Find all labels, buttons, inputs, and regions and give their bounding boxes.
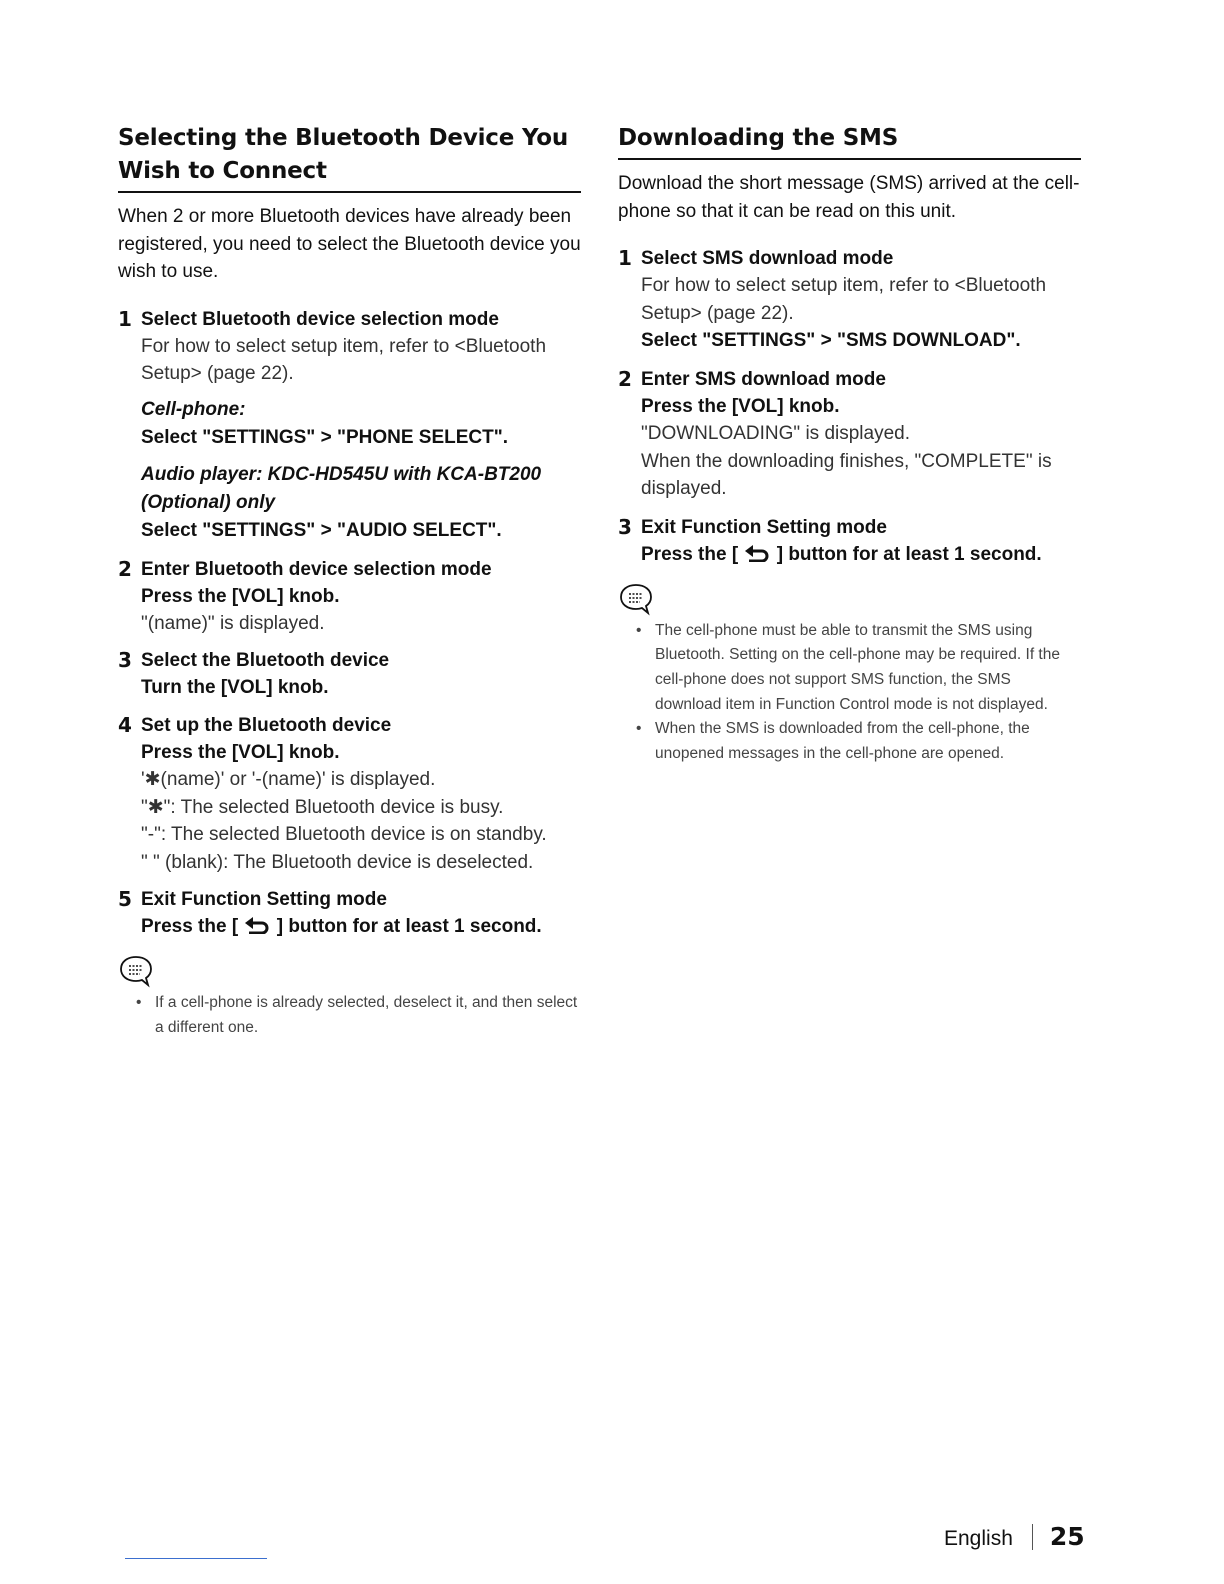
note-item: • If a cell-phone is already selected, deselect it, and then select a different one. [136,991,581,1040]
audio-player-label-line: Audio player: KDC-HD545U with KCA-BT200 [141,463,542,485]
step-4 [118,712,581,876]
step-desc: When the downloading finishes, "COMPLETE" is displayed. [641,450,1052,499]
back-icon [243,916,271,934]
action-text-post: ] button for at least 1 second. [276,916,542,937]
note-item: • The cell-phone must be able to transmit the SMS using Bluetooth. Setting on the cell-phone may be required. If the cell-phone does not support SMS function, the SMS download item in Function Control mode is not displayed. [636,619,1081,718]
page-footer [944,1520,1085,1556]
step-desc-line: "✱": The selected Bluetooth device is busy. [141,796,504,818]
page-number: 25 [1049,1522,1085,1551]
step-1 [118,306,581,544]
step-desc-line: For how to select setup item, refer to <Bluetooth [641,275,1047,296]
note-block [118,954,581,1040]
step-title: Exit Function Setting mode [641,516,887,538]
note-item: • When the SMS is downloaded from the cell-phone, the unopened messages in the cell-phone are opened. [636,717,1081,766]
step-desc: "(name)" is displayed. [141,612,325,634]
section-title-sms: Downloading the SMS [618,122,1081,160]
step-action: Press the [VOL] knob. [641,396,840,417]
step-desc-line: Setup> (page 22). [141,363,294,384]
step-action [641,541,1081,568]
step-action: Turn the [VOL] knob. [141,677,329,698]
step-3 [618,514,1081,568]
step-number: 5 [118,887,132,911]
audio-select-instruction: Select "SETTINGS" > "AUDIO SELECT". [141,519,502,541]
step-desc: "DOWNLOADING" is displayed. [641,423,910,444]
back-icon [743,544,771,562]
step-title: Enter SMS download mode [641,369,886,390]
step-title: Exit Function Setting mode [141,889,387,910]
step-action [141,913,581,940]
footer-divider [1032,1524,1033,1550]
title-line-2: Wish to Connect [118,158,327,184]
action-text-post: ] button for at least 1 second. [776,543,1042,565]
step-title: Select SMS download mode [641,248,894,269]
note-list [118,991,581,1040]
action-text-pre: Press the [ [641,543,739,565]
step-number: 1 [118,306,132,331]
step-title: Enter Bluetooth device selection mode [141,558,492,580]
note-icon [618,582,654,616]
note-list [618,619,1081,767]
step-desc-line: "-": The selected Bluetooth device is on standby. [141,824,547,845]
step-desc-line: '✱(name)' or '-(name)' is displayed. [141,769,436,790]
step-5 [118,886,581,940]
step-action: Press the [VOL] knob. [141,585,340,607]
step-1 [618,245,1081,354]
step-number: 1 [618,246,632,270]
intro-text: Download the short message (SMS) arrived at the cell-phone so that it can be read on this unit. [618,173,1080,222]
step-desc-line: " " (blank): The Bluetooth device is deselected. [141,851,534,873]
step-action: Press the [VOL] knob. [141,742,340,763]
step-desc-line: For how to select setup item, refer to <Bluetooth [141,335,547,357]
step-number: 4 [118,713,132,737]
note-icon [118,954,154,988]
step-3 [118,647,581,701]
step-desc-line: Setup> (page 22). [641,302,794,324]
action-text-pre: Press the [ [141,916,239,937]
intro-text: When 2 or more Bluetooth devices have already been registered, you need to select the Bluetooth device you wish to use. [118,206,581,282]
step-title: Select the Bluetooth device [141,650,390,671]
footer-language: English [944,1527,1013,1550]
step-title: Set up the Bluetooth device [141,715,392,736]
bottom-rule [125,1558,267,1559]
title-line-1: Selecting the Bluetooth Device You [118,125,569,151]
audio-player-label-line: (Optional) only [141,491,276,513]
section-title-select-device [118,122,581,193]
left-column [118,122,581,1040]
phone-select-instruction: Select "SETTINGS" > "PHONE SELECT". [141,426,509,448]
step-number: 2 [618,367,632,391]
sms-download-select-instruction: Select "SETTINGS" > "SMS DOWNLOAD". [641,330,1021,351]
step-title: Select Bluetooth device selection mode [141,308,499,330]
step-number: 3 [618,514,632,539]
step-number: 3 [118,648,132,672]
right-column [618,122,1081,767]
step-number: 2 [118,556,132,581]
note-block [618,582,1081,767]
cell-phone-label: Cell-phone: [141,398,246,420]
step-2 [118,556,581,638]
step-2 [618,366,1081,503]
